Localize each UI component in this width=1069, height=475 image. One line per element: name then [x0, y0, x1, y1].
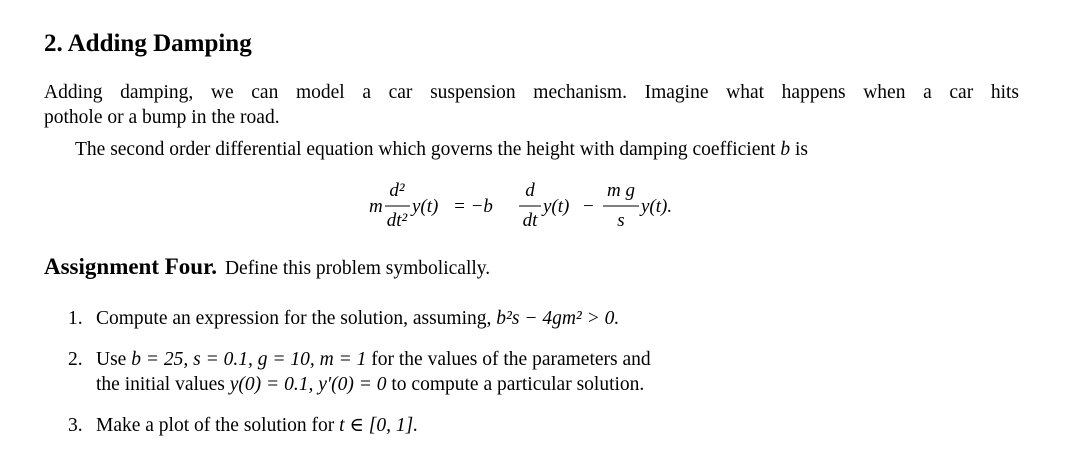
eq-y-of-t-3: y(t). — [640, 196, 672, 217]
task-math: y(0) = 0.1, y′(0) = 0 — [229, 374, 387, 395]
task-math: b²s − 4gm² > 0. — [496, 308, 620, 329]
assignment-line — [44, 254, 490, 280]
task-item-1 — [68, 306, 828, 331]
equation-intro-prefix: The second order differential equation which governs the height with damping coefficient — [75, 139, 781, 160]
task-item-2 — [68, 347, 828, 397]
damping-coefficient-var: b — [780, 139, 791, 160]
eq-d-numerator: d — [524, 180, 535, 201]
eq-s-denominator: s — [616, 210, 625, 231]
eq-d-denominator: dt — [522, 210, 537, 231]
eq-mg-numerator: m g — [606, 180, 635, 201]
equation-intro-suffix: is — [790, 139, 809, 160]
task-text: Make a plot of the solution for — [96, 415, 340, 436]
eq-d2-denominator: dt² — [386, 210, 407, 231]
eq-y-of-t-2: y(t) — [542, 196, 569, 217]
assignment-text: Define this problem symbolically. — [224, 258, 491, 279]
task-math: t ∈ [0, 1]. — [339, 415, 419, 436]
differential-equation — [0, 176, 1069, 236]
task-item-3 — [68, 413, 828, 438]
eq-equals-minus-b: = −b — [452, 196, 493, 217]
task-text: the initial values — [96, 374, 230, 395]
task-text: to compute a particular solution. — [386, 374, 645, 395]
intro-line-2: pothole or a bump in the road. — [44, 107, 280, 128]
task-text: Compute an expression for the solution, assuming, — [96, 308, 497, 329]
assignment-title: Assignment Four. — [44, 254, 217, 279]
task-number: 2. — [68, 349, 83, 370]
task-number: 1. — [68, 308, 83, 329]
task-text: Use — [96, 349, 132, 370]
eq-d2-numerator: d² — [388, 180, 405, 201]
intro-paragraph — [44, 80, 1019, 130]
eq-mass: m — [368, 196, 383, 217]
section-heading: 2. Adding Damping — [44, 30, 252, 57]
equation-intro — [75, 137, 808, 162]
equation-graphic — [365, 176, 705, 236]
intro-line-1: Adding damping, we can model a car suspension mechanism. Imagine what happens when a car hits — [44, 82, 1019, 103]
task-text: for the values of the parameters and — [366, 349, 651, 370]
task-number: 3. — [68, 415, 83, 436]
task-list — [68, 306, 828, 438]
eq-y-of-t-1: y(t) — [411, 196, 438, 217]
task-math: b = 25, s = 0.1, g = 10, m = 1 — [131, 349, 367, 370]
eq-minus: − — [582, 196, 594, 217]
task-line — [96, 372, 828, 397]
task-line — [96, 347, 828, 372]
